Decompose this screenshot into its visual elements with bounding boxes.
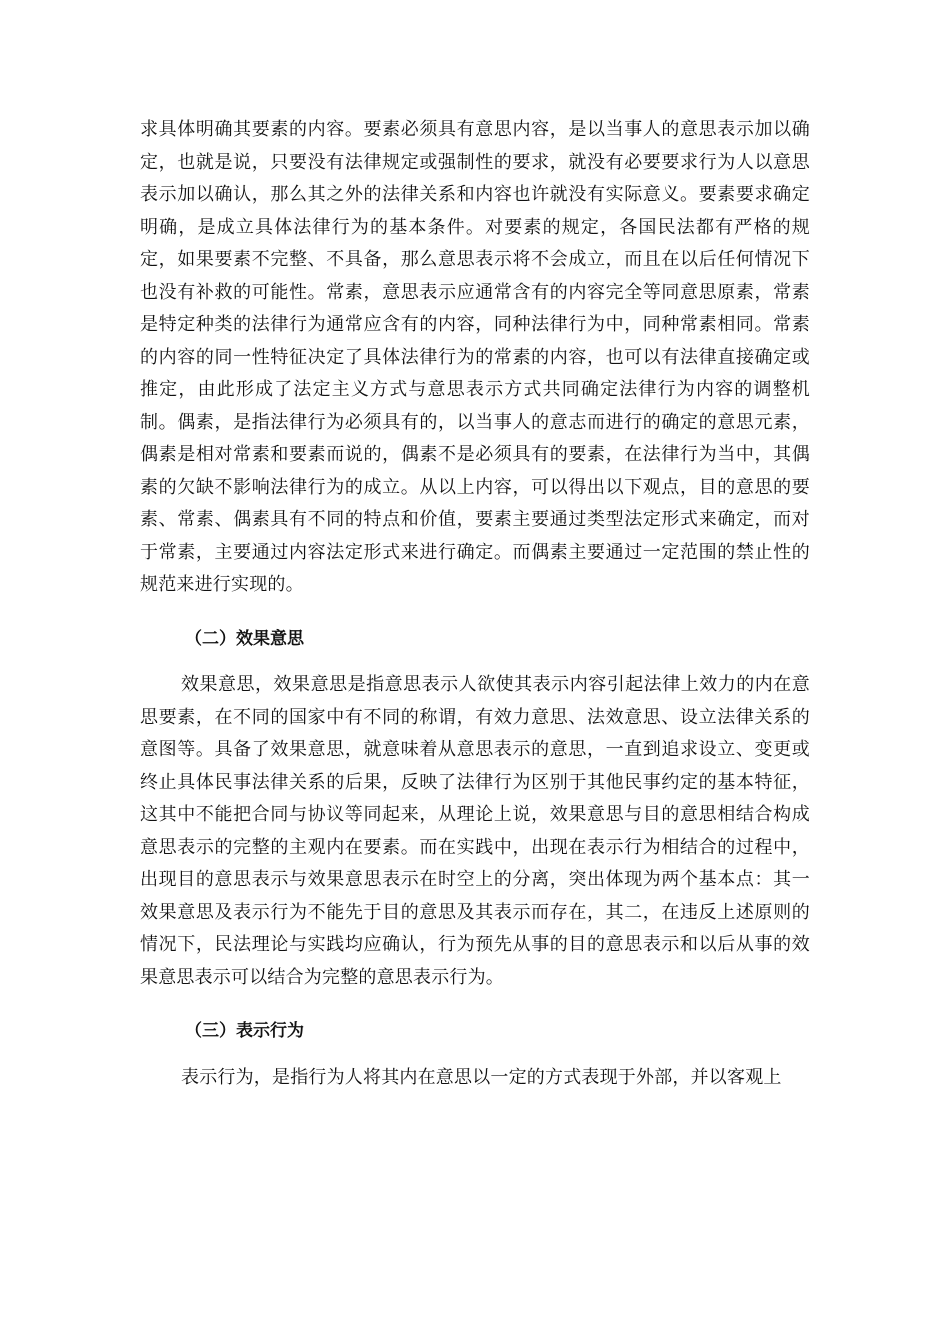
spacer	[140, 1048, 810, 1062]
document-body	[140, 114, 810, 1094]
body-paragraph-1: 求具体明确其要素的内容。要素必须具有意思内容，是以当事人的意思表示加以确定，也就是说，只要没有法律规定或强制性的要求，就没有必要要求行为人以意思表示加以确认，那么其之外的法律关系和内容也许就没有实际意义。要素要求确定明确，是成立具体法律行为的基本条件。对要素的规定，各国民法都有严格的规定，如果要素不完整、不具备，那么意思表示将不会成立，而且在以后任何情况下也没有补救的可能性。常素，意思表示应通常含有的内容完全等同意思原素，常素是特定种类的法律行为通常应含有的内容，同种法律行为中，同种常素相同。常素的内容的同一性特征决定了具体法律行为的常素的内容，也可以有法律直接确定或推定，由此形成了法定主义方式与意思表示方式共同确定法律行为内容的调整机制。偶素，是指法律行为必须具有的，以当事人的意志而进行的确定的意思元素，偶素是相对常素和要素而说的，偶素不是必须具有的要素，在法律行为当中，其偶素的欠缺不影响法律行为的成立。从以上内容，可以得出以下观点，目的意思的要素、常素、偶素具有不同的特点和价值，要素主要通过类型法定形式来确定，而对于常素，主要通过内容法定形式来进行确定。而偶素主要通过一定范围的禁止性的规范来进行实现的。	[140, 119, 810, 595]
body-paragraph-2: 效果意思，效果意思是指意思表示人欲使其表示内容引起法律上效力的内在意思要素，在不同的国家中有不同的称谓，有效力意思、法效意思、设立法律关系的意图等。具备了效果意思，就意味着从意思表示的意思，一直到追求设立、变更或终止具体民事法律关系的后果，反映了法律行为区别于其他民事约定的基本特征，这其中不能把合同与协议等同起来，从理论上说，效果意思与目的意思相结合构成意思表示的完整的主观内在要素。而在实践中，出现在表示行为相结合的过程中，出现目的意思表示与效果意思表示在时空上的分离，突出体现为两个基本点：其一效果意思及表示行为不能先于目的意思及其表示而存在，其二，在违反上述原则的情况下，民法理论与实践均应确认，行为预先从事的目的意思表示和以后从事的效果意思表示可以结合为完整的意思表示行为。	[140, 674, 810, 988]
section-heading-effect-intention: （二）效果意思	[185, 628, 304, 649]
section-heading-expression-act: （三）表示行为	[185, 1021, 304, 1041]
spacer	[140, 994, 810, 1015]
spacer	[140, 602, 810, 623]
body-paragraph-3: 表示行为，是指行为人将其内在意思以一定的方式表现于外部，并以客观上	[181, 1066, 782, 1088]
spacer	[140, 655, 810, 669]
